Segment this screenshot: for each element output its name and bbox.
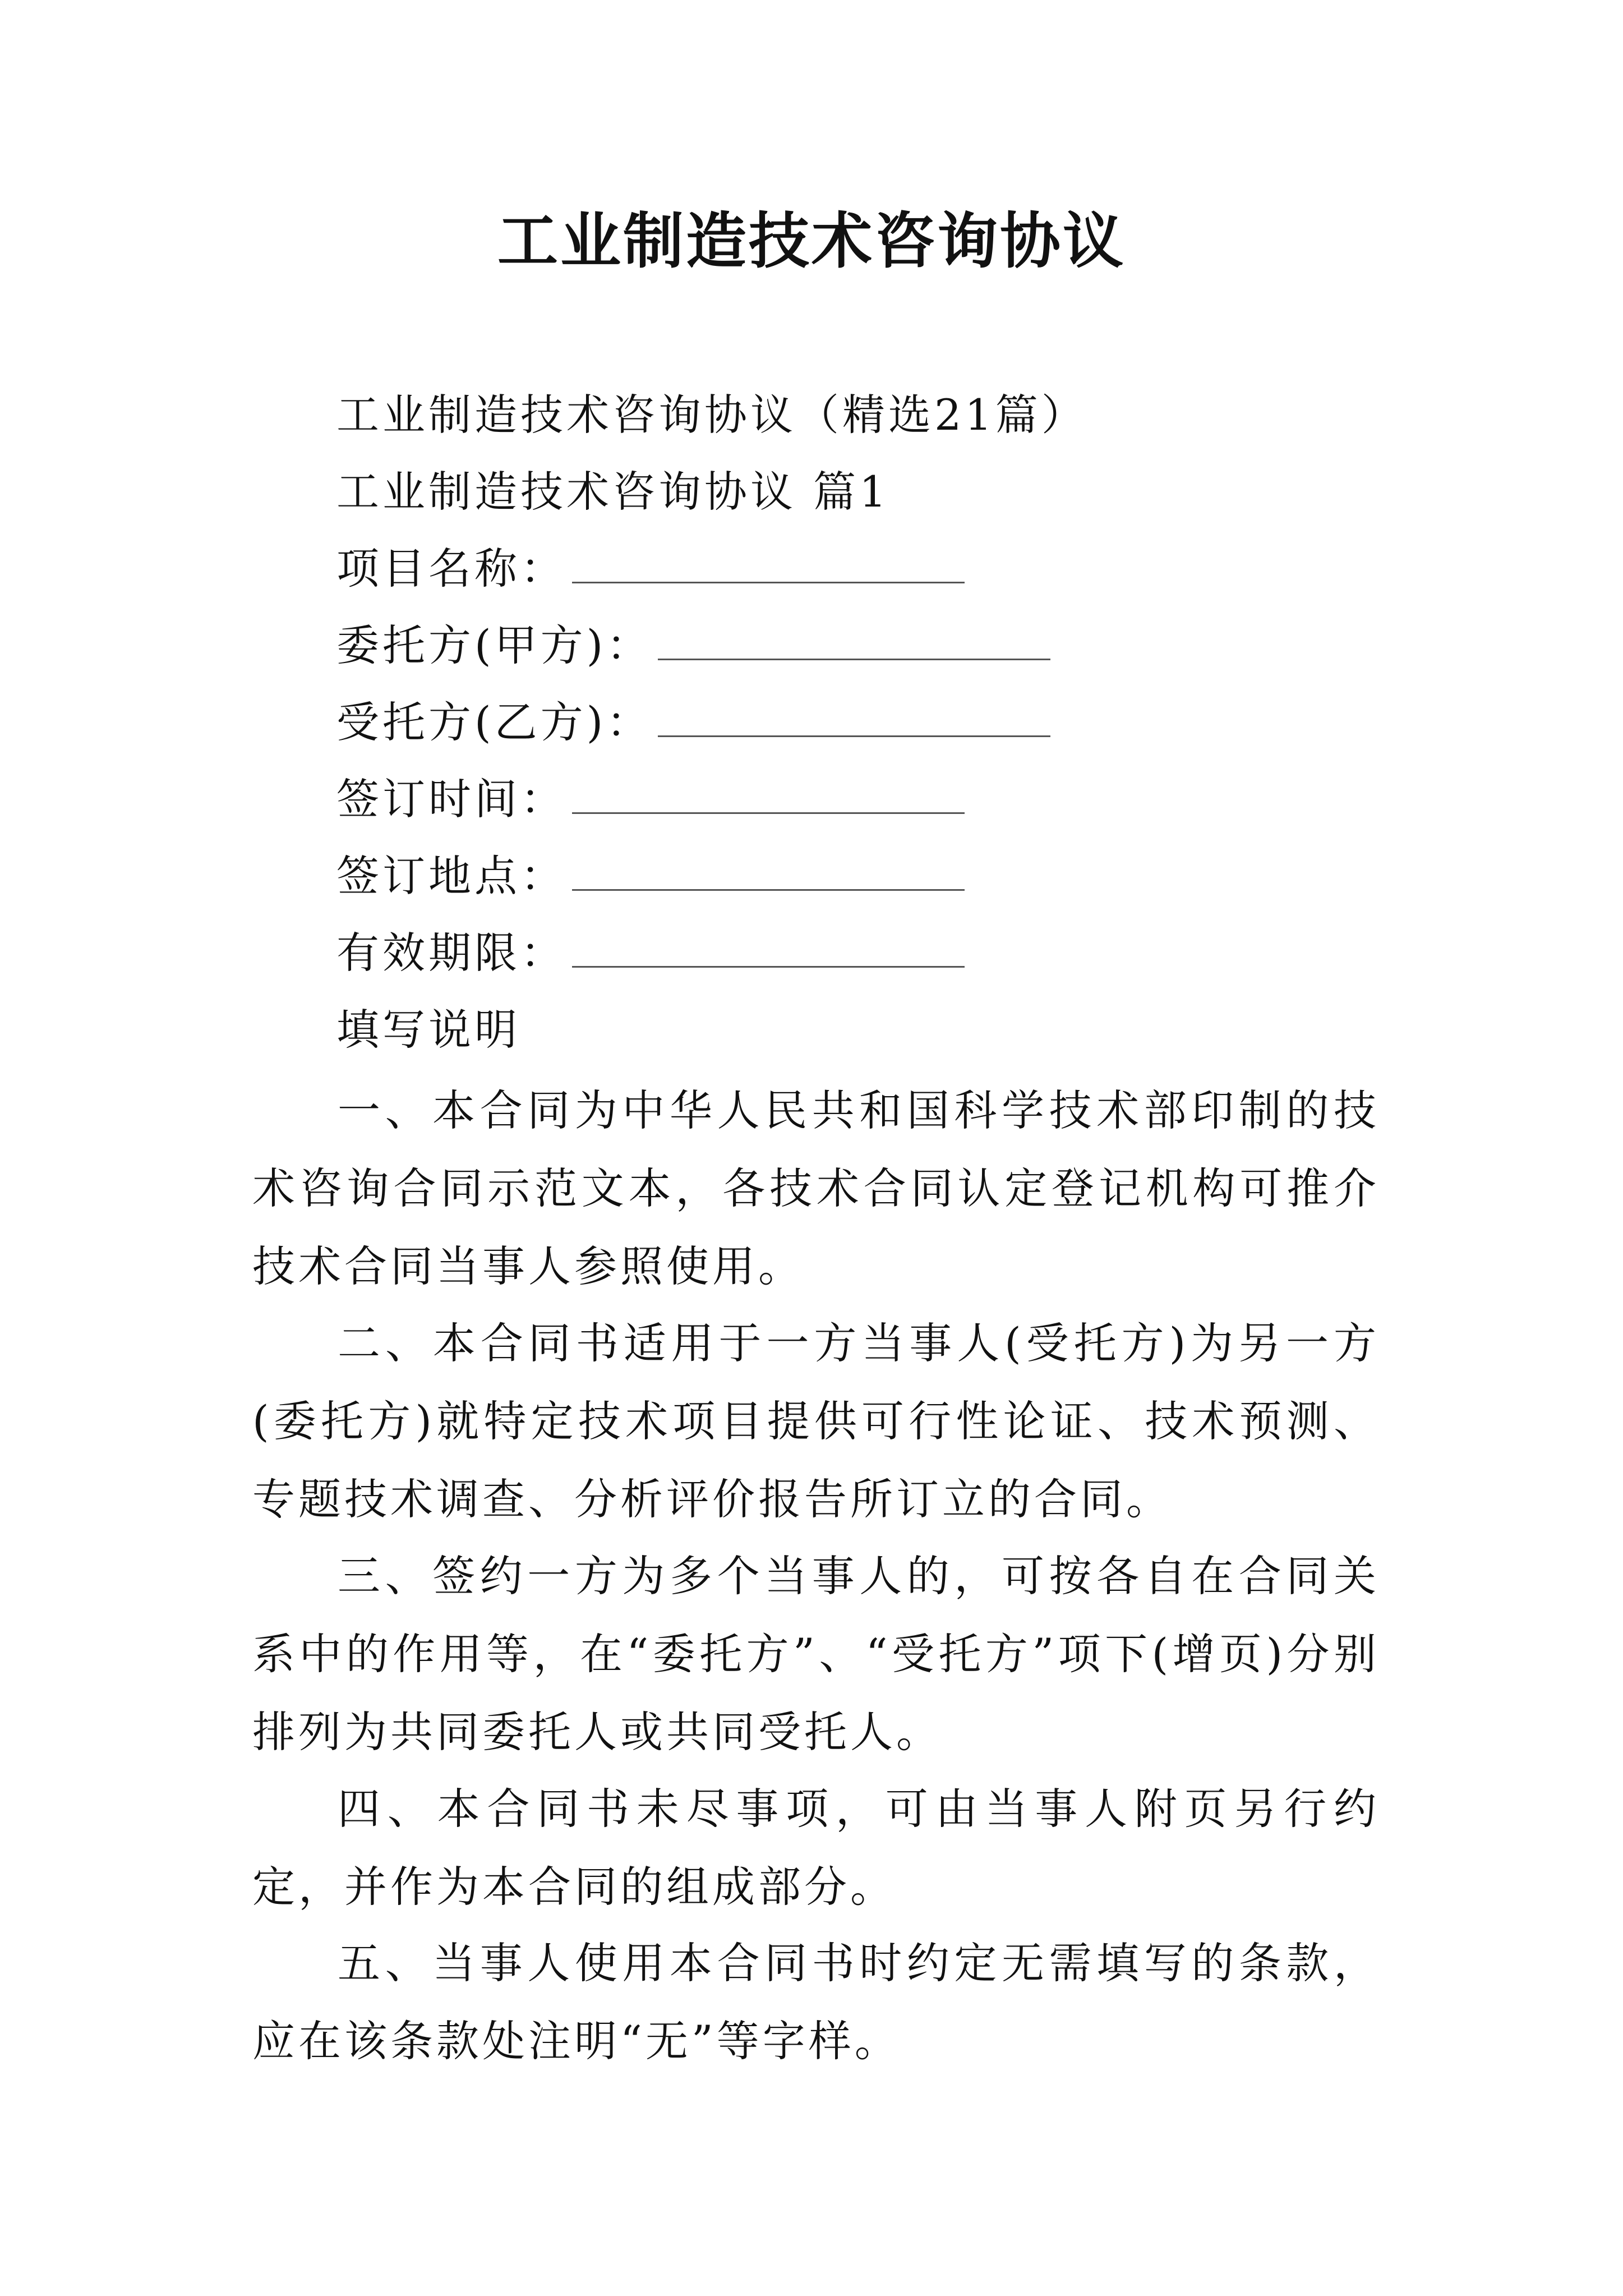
fill-in-blank xyxy=(572,927,965,968)
section-heading: 工业制造技术咨询协议 篇1 xyxy=(336,467,890,517)
field-label: 签订时间： xyxy=(336,774,566,824)
field-project-name xyxy=(336,541,965,597)
document-subtitle: 工业制造技术咨询协议（精选21篇） xyxy=(336,390,1087,440)
field-client xyxy=(336,618,1050,674)
instruction-paragraph-5: 五、当事人使用本合同书时约定无需填写的条款，应在该条款处注明“无”等字样。 xyxy=(252,1938,1380,2066)
field-label: 项目名称： xyxy=(336,544,566,593)
field-label: 委托方(甲方)： xyxy=(336,620,653,670)
field-label: 签订地点： xyxy=(336,851,566,901)
field-consultant xyxy=(336,694,1050,751)
instructions-heading: 填写说明 xyxy=(336,1005,520,1055)
fill-in-blank xyxy=(658,619,1050,660)
document-title: 工业制造技术咨询协议 xyxy=(497,206,1126,277)
fill-in-blank xyxy=(572,542,965,583)
field-label: 受托方(乙方)： xyxy=(336,697,653,747)
fill-in-blank xyxy=(658,696,1050,737)
field-signing-place xyxy=(336,848,965,904)
instruction-paragraph-2: 二、本合同书适用于一方当事人(受托方)为另一方(委托方)就特定技术项目提供可行性论证、技术预测、专题技术调查、分析评价报告所订立的合同。 xyxy=(252,1318,1380,1524)
instruction-paragraph-1: 一、本合同为中华人民共和国科学技术部印制的技术咨询合同示范文本，各技术合同认定登记机构可推介技术合同当事人参照使用。 xyxy=(252,1085,1380,1291)
fill-in-blank xyxy=(572,850,965,891)
instruction-paragraph-3: 三、签约一方为多个当事人的，可按各自在合同关系中的作用等，在“委托方”、“受托方”项下(增页)分别排列为共同委托人或共同受托人。 xyxy=(252,1551,1380,1757)
field-signing-time xyxy=(336,771,965,827)
fill-in-blank xyxy=(572,773,965,814)
instruction-paragraph-4: 四、本合同书未尽事项，可由当事人附页另行约定，并作为本合同的组成部分。 xyxy=(252,1784,1380,1912)
field-validity-period xyxy=(336,925,965,981)
field-label: 有效期限： xyxy=(336,928,566,978)
